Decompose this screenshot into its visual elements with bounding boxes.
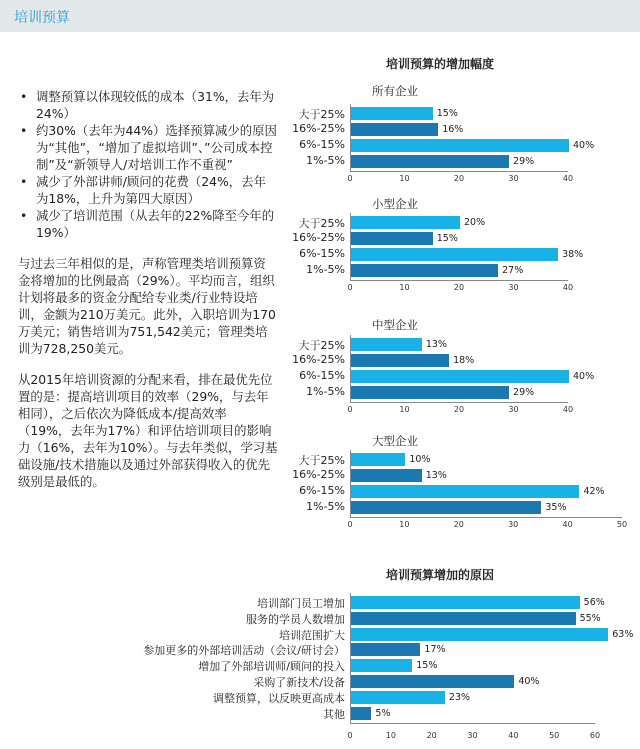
bar: [351, 386, 509, 399]
tick-label: 0: [347, 174, 353, 183]
bar: [351, 453, 405, 466]
tick-label: 10: [385, 730, 396, 740]
category-label: 16%-25%: [292, 468, 345, 481]
tick-label: 30: [508, 520, 519, 529]
bar-value-label: 29%: [513, 387, 535, 398]
tick-label: 10: [399, 520, 410, 529]
bar: [351, 501, 541, 514]
category-label: 服务的学员人数增加: [246, 612, 345, 626]
bar-value-label: 29%: [513, 156, 535, 167]
tick-label: 0: [347, 730, 353, 740]
bar: [351, 354, 449, 367]
tick-label: 0: [347, 405, 353, 414]
bar: [351, 485, 579, 498]
bar-value-label: 40%: [573, 140, 595, 151]
tick-label: 30: [467, 730, 478, 740]
tick-label: 0: [347, 520, 353, 529]
bar-value-label: 13%: [425, 470, 447, 481]
category-label: 采购了新技术/设备: [253, 676, 345, 689]
paragraph: 从2015年培训资源的分配来看，排在最优先位置的是：提高培训项目的效率（29%，与去年相同），之后依次为降低成本/提高效率（19%，去年为17%）和评估培训项目的影响力（16%，去年为10%）。与去年类似，学习基础设施/技术措施以及通过外部获得收入的优先级别是最低的。: [18, 372, 278, 489]
bar-value-label: 42%: [583, 486, 605, 497]
bar: [351, 675, 514, 688]
axis-line-x: [350, 171, 568, 172]
section-header: [0, 0, 640, 32]
bar: [351, 370, 569, 383]
category-label: 1%-5%: [306, 385, 345, 398]
tick-label: 60: [589, 730, 601, 740]
bar-value-label: 10%: [409, 454, 431, 465]
bar: [351, 659, 412, 672]
bar-value-label: 35%: [545, 502, 567, 513]
bar-value-label: 56%: [583, 597, 605, 608]
tick-label: 20: [453, 520, 464, 529]
category-label: 参加更多的外部培训活动（会议/研讨会）: [143, 644, 345, 658]
category-label: 16%-25%: [292, 231, 345, 244]
category-label: 培训范围扩大: [279, 628, 345, 642]
bar-value-label: 15%: [416, 660, 438, 672]
chart-subtitle: 小型企业: [372, 197, 418, 211]
bar: [351, 139, 569, 152]
category-label: 调整预算，以反映更高成本: [213, 691, 345, 705]
tick-label: 40: [562, 283, 574, 292]
tick-label: 10: [399, 283, 410, 292]
chart-subtitle: 中型企业: [372, 318, 418, 332]
tick-label: 20: [453, 283, 465, 292]
bar: [351, 469, 422, 482]
bar-value-label: 40%: [573, 371, 595, 382]
tick-label: 30: [508, 174, 519, 183]
paragraph: 与过去三年相似的是，声称管理类培训预算资金将增加的比例最高（29%）。平均而言，组织计划将最多的资金分配给专业类/行业特设培训，金额为210万美元。此外，入职培训为170万美元；销售培训为751,542美元；管理类培训为728,250美元。: [18, 256, 276, 356]
bar-value-label: 16%: [442, 124, 464, 135]
bar-value-label: 55%: [579, 612, 601, 624]
bar: [351, 707, 371, 720]
axis-line-x: [350, 517, 622, 518]
bar: [351, 264, 498, 277]
bar-value-label: 5%: [375, 707, 391, 719]
category-label: 6%-15%: [299, 484, 345, 497]
bullet-list: [18, 88, 278, 241]
bar-value-label: 18%: [453, 355, 475, 366]
tick-label: 0: [347, 283, 353, 292]
category-label: 1%-5%: [306, 154, 345, 167]
bar: [351, 155, 509, 168]
category-label: 大于25%: [298, 217, 345, 230]
chart-subtitle: 大型企业: [372, 434, 418, 448]
chart-title: 培训预算增加的原因: [385, 568, 494, 582]
bar-value-label: 20%: [464, 217, 486, 228]
bar: [351, 216, 460, 229]
bar-value-label: 15%: [436, 233, 458, 244]
bar: [351, 596, 580, 609]
category-label: 16%-25%: [292, 353, 345, 366]
tick-label: 10: [399, 174, 410, 183]
category-label: 增加了外部培训师/顾问的投入: [198, 660, 345, 674]
bullet-item: • 调整预算以体现较低的成本（31%，去年为24%）: [18, 88, 278, 122]
bar-value-label: 63%: [612, 628, 634, 640]
tick-label: 10: [399, 405, 410, 414]
bar-value-label: 15%: [436, 108, 458, 119]
tick-label: 50: [616, 520, 628, 529]
bar: [351, 123, 438, 136]
tick-label: 40: [562, 520, 573, 529]
bar-value-label: 13%: [425, 339, 447, 350]
tick-label: 20: [453, 174, 465, 183]
tick-label: 50: [549, 730, 560, 740]
tick-label: 40: [562, 405, 574, 414]
category-label: 1%-5%: [306, 263, 345, 276]
bullet-item: • 约30%（去年为44%）选择预算减少的原因为“其他”，“增加了虚拟培训”、”公司成本控制”及“新领导人/对培训工作不重视”: [18, 122, 278, 173]
bar: [351, 691, 445, 704]
left-text-column: [18, 88, 278, 490]
bar: [351, 643, 420, 656]
bullet-item: • 减少了外部讲师/顾问的花费（24%，去年为18%，上升为第四大原因）: [18, 173, 278, 207]
category-label: 6%-15%: [299, 369, 345, 382]
chart-title: 培训预算的增加幅度: [385, 57, 494, 71]
tick-label: 20: [453, 405, 465, 414]
tick-label: 40: [562, 174, 574, 183]
category-label: 大于25%: [298, 339, 345, 352]
tick-label: 20: [426, 730, 437, 740]
bar: [351, 612, 576, 625]
bar: [351, 248, 558, 261]
category-label: 培训部门员工增加: [257, 597, 345, 610]
axis-line-x: [350, 280, 568, 281]
category-label: 6%-15%: [299, 138, 345, 151]
chart-subtitle: 所有企业: [372, 84, 418, 98]
bar-value-label: 38%: [562, 249, 584, 260]
category-label: 1%-5%: [306, 500, 345, 513]
axis-line-x: [350, 723, 595, 724]
tick-label: 40: [508, 730, 519, 740]
bar: [351, 107, 433, 120]
category-label: 大于25%: [298, 454, 345, 467]
bar-value-label: 23%: [448, 691, 471, 703]
category-label: 16%-25%: [292, 122, 345, 135]
tick-label: 30: [508, 405, 519, 414]
category-label: 大于25%: [298, 108, 345, 121]
bar-value-label: 27%: [502, 265, 524, 276]
bullet-item: • 减少了培训范围（从去年的22%降至今年的19%）: [18, 207, 278, 241]
axis-line-x: [350, 402, 568, 403]
tick-label: 30: [508, 283, 519, 292]
bar: [351, 628, 608, 641]
category-label: 6%-15%: [299, 247, 345, 260]
bar: [351, 338, 422, 351]
bar-value-label: 40%: [518, 676, 540, 687]
category-label: 其他: [323, 707, 345, 721]
bar-value-label: 17%: [424, 644, 446, 656]
section-title: 培训预算: [14, 10, 70, 26]
bar: [351, 232, 433, 245]
